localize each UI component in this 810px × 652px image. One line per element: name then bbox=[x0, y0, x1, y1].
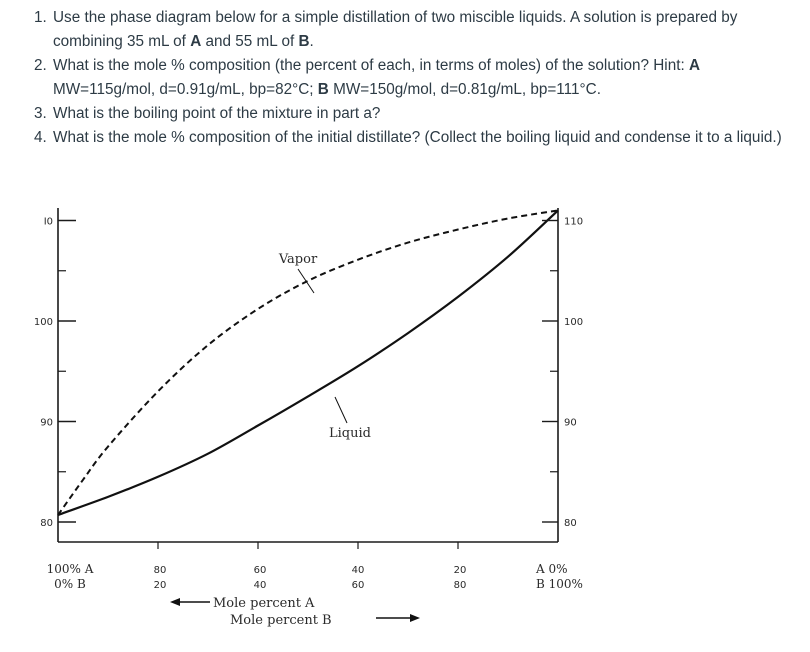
compound-label: A bbox=[688, 57, 701, 74]
y-tick-label-right: 110 bbox=[564, 216, 584, 228]
x-axis-label-b: Mole percent B bbox=[230, 613, 332, 628]
x-tick-label-b: 60 bbox=[351, 580, 365, 591]
x-tick-label-b: 80 bbox=[453, 580, 467, 591]
y-tick-label-left: 80 bbox=[40, 518, 53, 529]
y-tick-label-right: 80 bbox=[564, 518, 577, 529]
vapor-annotation: Vapor bbox=[278, 252, 318, 267]
y-tick-label-right: 100 bbox=[564, 317, 584, 328]
question-number: 3. bbox=[34, 105, 47, 122]
compound-label: A bbox=[190, 33, 202, 50]
question-list bbox=[34, 6, 794, 150]
y-tick-label-left: 100 bbox=[33, 317, 53, 328]
question-number: 4. bbox=[34, 129, 47, 146]
question-text: What is the boiling point of the mixture in part a? bbox=[53, 105, 381, 122]
y-tick-label-left: 90 bbox=[40, 417, 53, 429]
compound-label: B bbox=[317, 81, 329, 98]
phase-diagram bbox=[0, 190, 810, 652]
liquid-annotation: Liquid bbox=[329, 426, 371, 441]
y-tick-label-right: 90 bbox=[564, 417, 577, 429]
arrow-left-icon bbox=[170, 598, 180, 606]
x-tick-label-b: 20 bbox=[153, 580, 167, 591]
liquid-leader-line bbox=[335, 397, 347, 423]
x-tick-label-a: 20 bbox=[453, 565, 467, 576]
question-item bbox=[34, 102, 794, 126]
question-text: What is the mole % composition (the percent of each, in terms of moles) of the solution? Hint: bbox=[53, 57, 689, 74]
question-number: 2. bbox=[34, 57, 47, 74]
x-tick-label-b: 40 bbox=[253, 580, 267, 591]
arrow-right-icon bbox=[410, 614, 420, 622]
x-tick-label-a: 40 bbox=[351, 565, 365, 576]
compound-label: B bbox=[298, 33, 310, 50]
x-tick-label-b: 0% B bbox=[54, 577, 86, 591]
x-tick-label-a: 60 bbox=[253, 565, 267, 576]
x-tick-label-a: 100% A bbox=[46, 562, 94, 576]
y-tick-label-left: I0 bbox=[43, 216, 53, 228]
question-number: 1. bbox=[34, 9, 47, 26]
x-tick-label-a: 80 bbox=[153, 565, 167, 576]
question-text: and 55 mL of bbox=[201, 33, 299, 50]
question-item bbox=[34, 126, 794, 150]
question-text: . bbox=[309, 33, 314, 50]
x-tick-label-b: B 100% bbox=[536, 577, 583, 591]
vapor-leader-line bbox=[298, 269, 314, 293]
x-axis-label-a: Mole percent A bbox=[213, 596, 315, 611]
x-tick-label-a: A 0% bbox=[536, 562, 568, 576]
question-text: MW=150g/mol, d=0.81g/mL, bp=111°C. bbox=[328, 81, 601, 98]
question-text: What is the mole % composition of the initial distillate? (Collect the boiling liquid and condense it to a liquid.) bbox=[53, 129, 782, 146]
question-text: Use the phase diagram below for a simple distillation of two miscible liquids. A solution is prepared by combining 35 mL of bbox=[53, 9, 738, 50]
question-item bbox=[34, 6, 794, 54]
question-text: MW=115g/mol, d=0.91g/mL, bp=82°C; bbox=[53, 81, 318, 98]
question-item bbox=[34, 54, 794, 102]
